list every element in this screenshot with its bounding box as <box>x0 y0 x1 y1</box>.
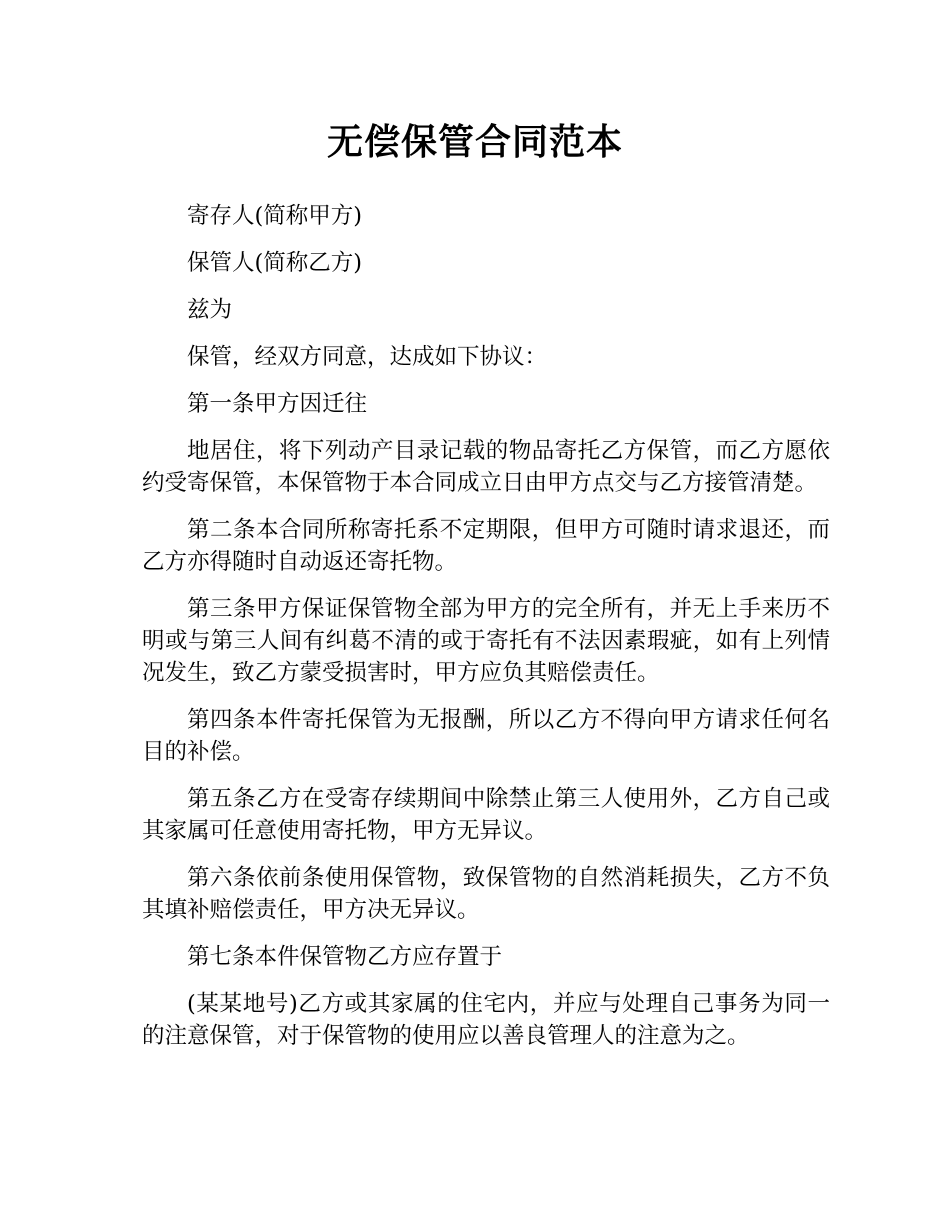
paragraph-agreement: 保管，经双方同意，达成如下协议： <box>187 344 548 370</box>
paragraph-article-2: 第二条本合同所称寄托系不定期限，但甲方可随时请求退还，而乙方亦得随时自动返还寄托物。 <box>142 517 830 575</box>
paragraph-custodian: 保管人(简称乙方) <box>187 250 363 276</box>
paragraph-article-1-continued: 地居住，将下列动产目录记载的物品寄托乙方保管，而乙方愿依约受寄保管，本保管物于本合同成立日由甲方点交与乙方接管清楚。 <box>142 438 830 496</box>
paragraph-depositor: 寄存人(简称甲方) <box>187 203 363 229</box>
paragraph-article-1: 第一条甲方因迁往 <box>187 391 368 417</box>
document-title: 无偿保管合同范本 <box>326 122 623 163</box>
paragraph-article-5: 第五条乙方在受寄存续期间中除禁止第三人使用外，乙方自己或其家属可任意使用寄托物，甲方无异议。 <box>142 786 830 844</box>
paragraph-article-7-continued: (某某地号)乙方或其家属的住宅内，并应与处理自己事务为同一的注意保管，对于保管物的使用应以善良管理人的注意为之。 <box>142 991 830 1049</box>
paragraph-article-4: 第四条本件寄托保管为无报酬，所以乙方不得向甲方请求任何名目的补偿。 <box>142 707 830 765</box>
paragraph-article-6: 第六条依前条使用保管物，致保管物的自然消耗损失，乙方不负其填补赔偿责任，甲方决无异议。 <box>142 865 830 923</box>
document-body <box>142 200 830 1067</box>
paragraph-article-3: 第三条甲方保证保管物全部为甲方的完全所有，并无上手来历不明或与第三人间有纠葛不清的或于寄托有不法因素瑕疵，如有上列情况发生，致乙方蒙受损害时，甲方应负其赔偿责任。 <box>142 596 830 686</box>
paragraph-whereas: 兹为 <box>187 297 233 323</box>
paragraph-article-7: 第七条本件保管物乙方应存置于 <box>187 944 503 970</box>
